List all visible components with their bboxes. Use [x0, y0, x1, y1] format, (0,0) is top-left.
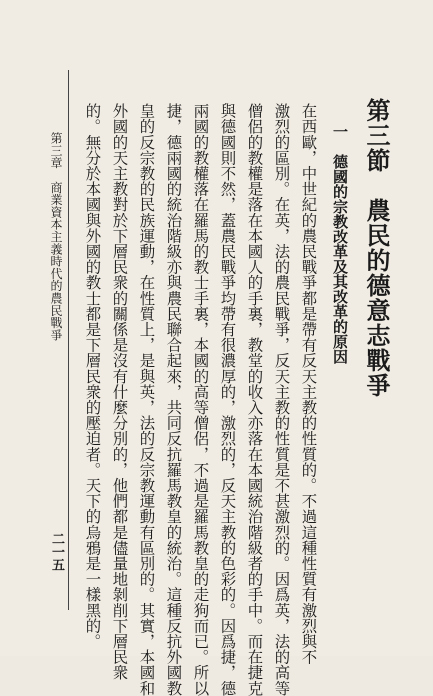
body-line: 外國的天主教對於下層民衆的關係是沒有什麼分別的，他們都是儘量地剝削下層民衆 [110, 103, 129, 681]
page-number: 二一五 [49, 532, 64, 571]
body-line: 兩國的教權落在羅馬的教士手裏，本國的高等僧侶，不過是羅馬教皇的走狗而已。所以 [191, 103, 210, 696]
body-line: 捷，德兩國的統治階級亦與農民聯合起來，共同反抗羅馬教皇的統治。這種反抗外國教 [164, 103, 183, 696]
body-line: 皇的反宗教的民族運動，在性質上，是與英，法的反宗教運動有區別的。其實，本國和 [137, 103, 156, 696]
running-head: 第三章 商業資本主義時代的農民戰爭 [49, 132, 63, 342]
body-line: 激烈的區別。在英，法的農民戰爭，反天主教的性質是不甚激烈的。因爲英，法的高等 [272, 103, 291, 696]
section-title: 第三節 農民的德意志戰爭 [362, 98, 391, 398]
body-line: 的。無分於本國與外國的教士都是下層民衆的壓迫者。天下的烏鴉是一樣黑的。 [83, 103, 102, 649]
subsection-heading: 一 德國的宗教改革及其改革的原因 [331, 124, 349, 364]
body-line: 與德國則不然，蓋農民戰爭均帶有很濃厚的，激烈的，反天主教的色彩的。因爲捷，德 [218, 103, 237, 696]
column-rule [68, 70, 69, 610]
body-line: 在西歐，中世紀的農民戰爭都是帶有反天主教的性質的。不過這種性質有激烈與不 [299, 103, 318, 665]
body-line: 僧侶的教權是落在本國人的手裏，教堂的收入亦落在本國統治階級者的手中。而在捷克 [245, 103, 264, 696]
